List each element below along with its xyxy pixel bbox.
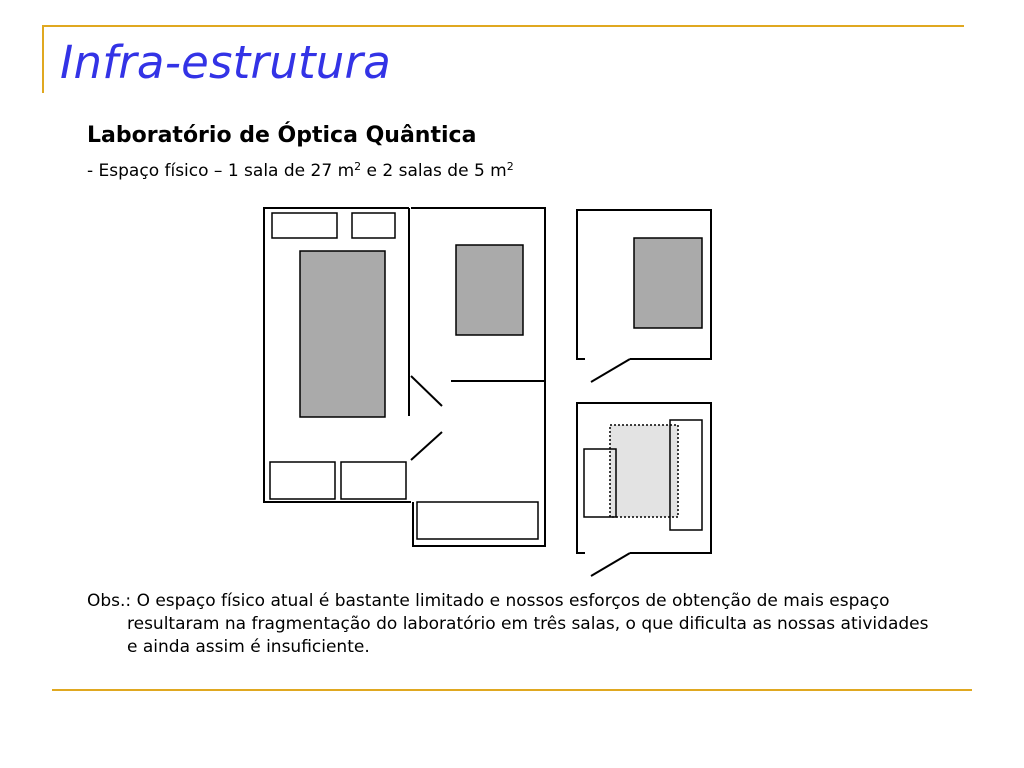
section-heading: Laboratório de Óptica Quântica [87,123,477,148]
cabinet-top-right [352,213,395,238]
small-room-top-door [591,359,630,382]
small-room-bottom-door [591,553,630,576]
bench-bottom-right [341,462,406,499]
main-room [264,208,545,546]
footer-accent-line [52,689,972,691]
door-lower [411,432,442,460]
optical-table-dotted [610,425,678,517]
space-middle: e 2 salas de 5 m [361,161,507,181]
cabinet-top-left [272,213,337,238]
observation-text: Obs.: O espaço físico atual é bastante limitado e nossos esforços de obtenção de mais espaço resultaram na fragmentação do laboratório em três salas, o que dificulta as nossas atividades e ainda assim é insuficiente. [87,591,929,657]
bench-bottom-wide [417,502,538,539]
door-upper [411,376,442,406]
small-room-bottom [577,403,711,576]
space-prefix: - Espaço físico – 1 sala de 27 m [87,161,355,181]
optical-table-small-top [634,238,702,328]
bench-bottom-left [270,462,335,499]
small-room-top [577,210,711,382]
space-superscript-2: 2 [506,160,514,173]
slide-title: Infra-estrutura [60,36,391,89]
optical-table-right [456,245,523,335]
space-superscript-1: 2 [354,160,362,173]
optical-table-main [300,251,385,417]
